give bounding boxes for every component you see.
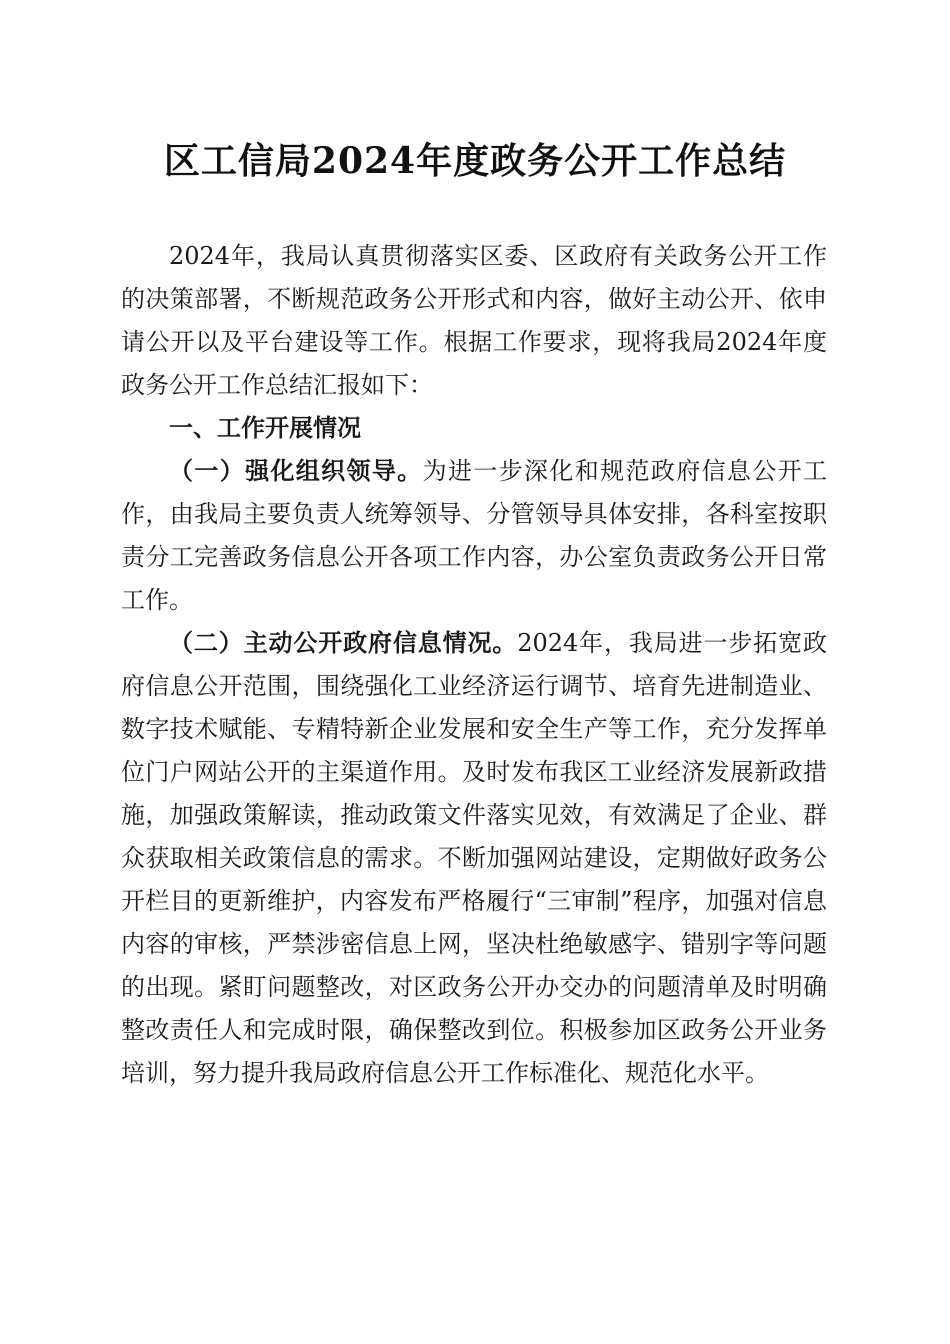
item-label-2: （二）主动公开政府信息情况。: [169, 629, 518, 657]
item-paragraph-2: [121, 622, 827, 1095]
document-title: 区工信局2024年度政务公开工作总结: [163, 140, 787, 182]
item-text-2: 2024年，我局进一步拓宽政府信息公开范围，围绕强化工业经济运行调节、培育先进制造业、数字技术赋能、专精特新企业发展和安全生产等工作，充分发挥单位门户网站公开的主渠道作用。及时发布我区工业经济发展新政措施，加强政策解读，推动政策文件落实见效，有效满足了企业、群众获取相关政策信息的需求。不断加强网站建设，定期做好政务公开栏目的更新维护，内容发布严格履行“三审制”程序，加强对信息内容的审核，严禁涉密信息上网，坚决杜绝敏感字、错别字等问题的出现。紧盯问题整改，对区政务公开办交办的问题清单及时明确整改责任人和完成时限，确保整改到位。积极参加区政务公开业务培训，努力提升我局政府信息公开工作标准化、规范化水平。: [121, 629, 828, 1087]
document-body: [121, 235, 827, 1095]
item-text-1: 为进一步深化和规范政府信息公开工作，由我局主要负责人统筹领导、分管领导具体安排，各科室按职责分工完善政务信息公开各项工作内容，办公室负责政务公开日常工作。: [121, 457, 828, 614]
section-heading: 一、工作开展情况: [169, 414, 361, 442]
item-paragraph-1: [121, 450, 827, 622]
item-label-1: （一）强化组织领导。: [169, 457, 423, 485]
intro-paragraph: 2024年，我局认真贯彻落实区委、区政府有关政务公开工作的决策部署，不断规范政务公开形式和内容，做好主动公开、依申请公开以及平台建设等工作。根据工作要求，现将我局2024年度政务公开工作总结汇报如下：: [121, 242, 827, 399]
